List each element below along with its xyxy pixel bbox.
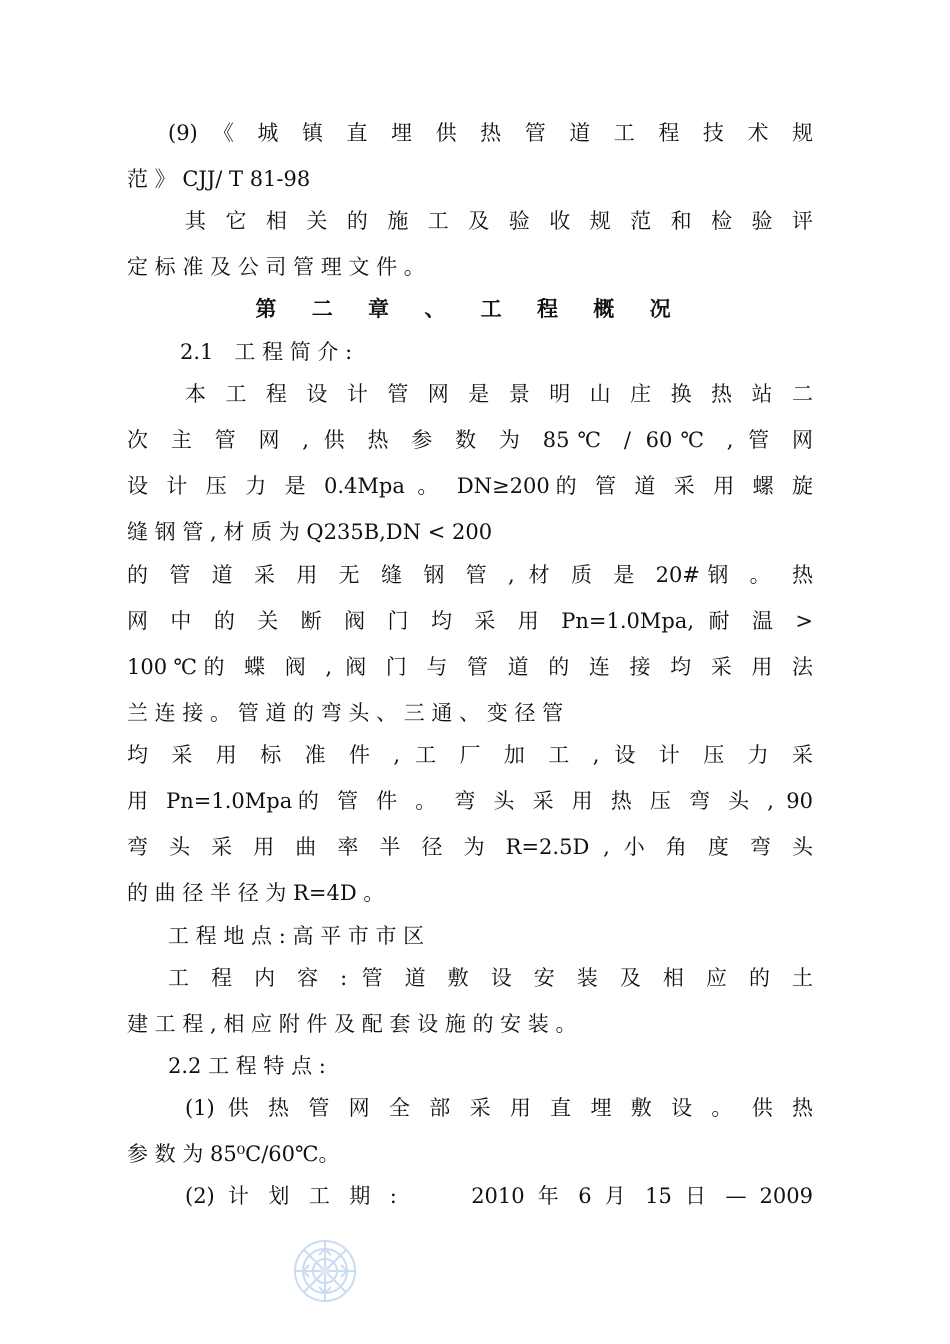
text-line: 范 》 CJJ/ T 81-98 [127, 167, 311, 191]
text-line: 的 曲 径 半 径 为 R=4D 。 [127, 881, 385, 905]
text-line: 均 采 用 标 准 件 , 工 厂 加 工 , 设 计 压 力 采 [127, 743, 813, 767]
snowflake-seal-icon [292, 1238, 358, 1304]
text-line: 参 数 为 85⁰C/60℃。 [127, 1142, 340, 1166]
text-line: 100℃的 蝶 阀 , 阀 门 与 管 道 的 连 接 均 采 用 法 [127, 655, 813, 679]
text-line: 用 Pn=1.0Mpa的 管 件 。 弯 头 采 用 热 压 弯 头 , 90 [127, 789, 813, 813]
text-line: 定 标 准 及 公 司 管 理 文 件 。 [127, 255, 425, 279]
text-line: 本 工 程 设 计 管 网 是 景 明 山 庄 换 热 站 二 [185, 382, 813, 406]
text-line: (9) 《 城 镇 直 埋 供 热 管 道 工 程 技 术 规 [168, 121, 813, 145]
text-line: (2) 计 划 工 期 : 2010 年 6 月 15 日 — 2009 [185, 1184, 813, 1208]
text-line: 的 管 道 采 用 无 缝 钢 管 , 材 质 是 20#钢 。 热 [127, 563, 813, 587]
text-line: 网 中 的 关 断 阀 门 均 采 用 Pn=1.0Mpa, 耐 温 > [127, 609, 813, 633]
text-line: 工 程 内 容 : 管 道 敷 设 安 装 及 相 应 的 土 [168, 966, 813, 990]
text-line: 工 程 地 点 : 高 平 市 市 区 [168, 924, 425, 948]
text-line: 兰 连 接 。 管 道 的 弯 头 、 三 通 、 变 径 管 [127, 701, 564, 725]
text-line: 其 它 相 关 的 施 工 及 验 收 规 范 和 检 验 评 [185, 209, 813, 233]
text-line: 次 主 管 网 , 供 热 参 数 为 85℃ / 60℃ , 管 网 [127, 428, 813, 452]
text-line: 设 计 压 力 是 0.4Mpa 。 DN≥200的 管 道 采 用 螺 旋 [127, 474, 813, 498]
text-line: 缝 钢 管 , 材 质 为 Q235B,DN < 200 [127, 520, 493, 544]
section-heading: 2.2 工 程 特 点 : [168, 1054, 326, 1078]
text-line: 建 工 程 , 相 应 附 件 及 配 套 设 施 的 安 装 。 [127, 1012, 577, 1036]
text-line: (1) 供 热 管 网 全 部 采 用 直 埋 敷 设 。 供 热 [185, 1096, 813, 1120]
text-line: 弯 头 采 用 曲 率 半 径 为 R=2.5D , 小 角 度 弯 头 [127, 835, 813, 859]
section-heading: 2.1 工 程 简 介 : [180, 340, 353, 364]
chapter-heading: 第 二 章 、 工 程 概 况 [255, 296, 685, 321]
